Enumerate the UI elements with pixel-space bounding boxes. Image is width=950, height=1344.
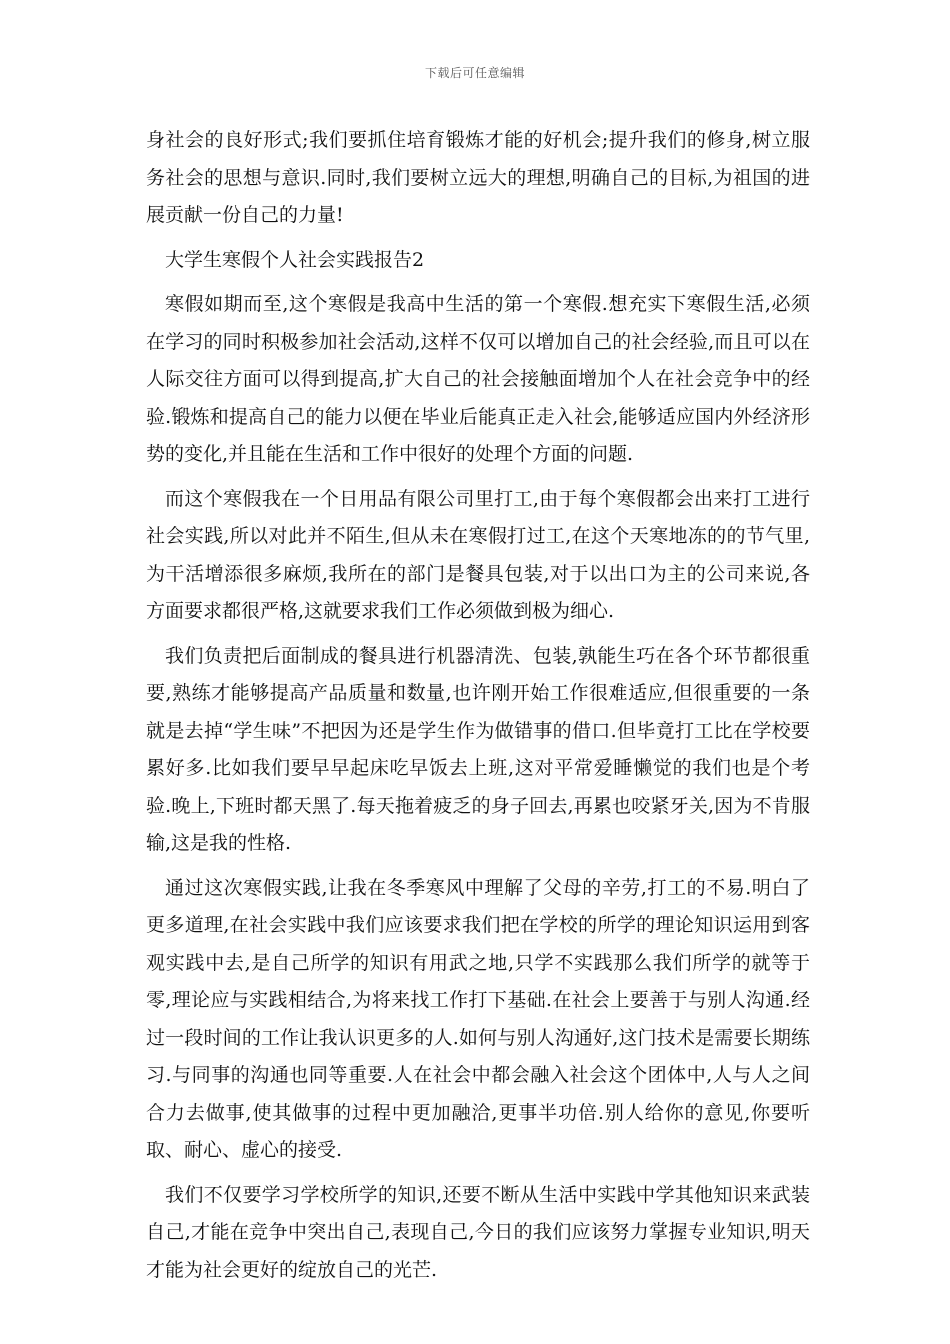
page-header: 下载后可任意编辑: [424, 66, 525, 80]
paragraph: 寒假如期而至,这个寒假是我高中生活的第一个寒假.想充实下寒假生活,必须在学习的同时积极参加社会活动,这样不仅可以增加自己的社会经验,而且可以在人际交往方面可以得到提高,扩大自己的社会接触面增加个人在社会竞争中的经验.锻炼和提高自己的能力以便在毕业后能真正走入社会,能够适应国内外经济形势的变化,并且能在生活和工作中很好的处理个方面的问题.: [146, 293, 810, 465]
paragraph-continuation: 身社会的良好形式;我们要抓住培育锻炼才能的好机会;提升我们的修身,树立服务社会的思想与意识.同时,我们要树立远大的理想,明确自己的目标,为祖国的进展贡献一份自己的力量!: [146, 129, 810, 226]
paragraph: 我们负责把后面制成的餐具进行机器清洗、包装,孰能生巧在各个环节都很重要,熟练才能够提高产品质量和数量,也许刚开始工作很难适应,但很重要的一条就是去掉“学生味”不把因为还是学生作为做错事的借口.但毕竟打工比在学校要累好多.比如我们要早早起床吃早饭去上班,这对平常爱睡懒觉的我们也是个考验.晚上,下班时都天黑了.每天拖着疲乏的身子回去,再累也咬紧牙关,因为不肯服输,这是我的性格.: [146, 644, 810, 854]
paragraph: 而这个寒假我在一个日用品有限公司里打工,由于每个寒假都会出来打工进行社会实践,所以对此并不陌生,但从未在寒假打过工,在这个天寒地冻的的节气里,为干活增添很多麻烦,我所在的部门是餐具包装,对于以出口为主的公司来说,各方面要求都很严格,这就要求我们工作必须做到极为细心.: [146, 487, 810, 622]
paragraph: 我们不仅要学习学校所学的知识,还要不断从生活中实践中学其他知识来武装自己,才能在竞争中突出自己,表现自己,今日的我们应该努力掌握专业知识,明天才能为社会更好的绽放自己的光芒.: [146, 1183, 810, 1281]
paragraph: 通过这次寒假实践,让我在冬季寒风中理解了父母的辛劳,打工的不易.明白了更多道理,在社会实践中我们应该要求我们把在学校的所学的理论知识运用到客观实践中去,是自己所学的知识有用武之地,只学不实践那么我们所学的就等于零,理论应与实践相结合,为将来找工作打下基础.在社会上要善于与别人沟通.经过一段时间的工作让我认识更多的人.如何与别人沟通好,这门技术是需要长期练习.与同事的沟通也同等重要.人在社会中都会融入社会这个团体中,人与人之间合力去做事,使其做事的过程中更加融洽,更事半功倍.别人给你的意见,你要听取、耐心、虚心的接受.: [146, 876, 810, 1161]
document-body: [146, 122, 810, 1296]
section-heading: 大学生寒假个人社会实践报告2: [165, 248, 425, 271]
